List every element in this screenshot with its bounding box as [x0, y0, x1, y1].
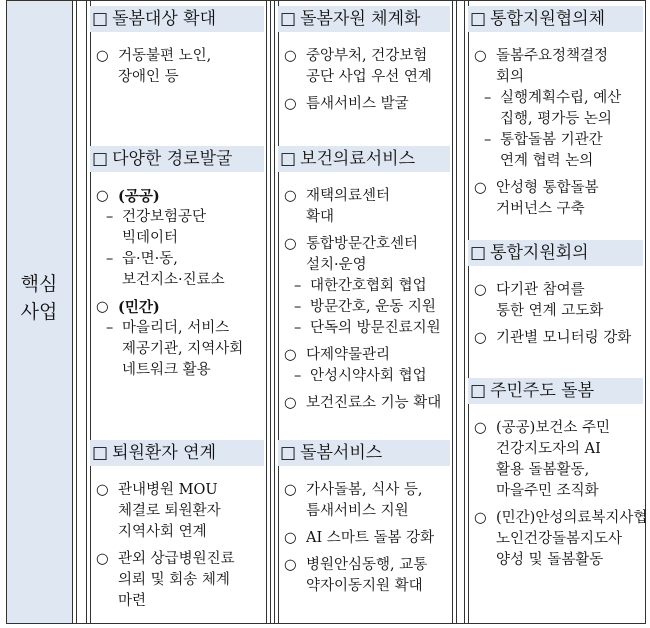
item-text-line: 마을주민 조직화	[496, 483, 599, 499]
circle-bullet-icon: ○	[474, 330, 487, 346]
item-text-line: 건강지도자의 AI	[496, 441, 601, 457]
circle-bullet-icon: ○	[284, 482, 297, 498]
item-text-line: 재택의료센터	[306, 188, 391, 204]
item-text-line: (민간)	[118, 299, 160, 316]
list-item	[96, 480, 235, 543]
item-text-line: 건강보험공단	[122, 209, 207, 225]
item-text-line: 관내병원 MOU	[118, 482, 218, 498]
circle-bullet-icon: ○	[284, 96, 297, 112]
checkbox-square-icon: □	[280, 149, 297, 169]
item-text-line: 안성형 통합돌봄	[496, 180, 599, 196]
table-bottom-border	[6, 623, 646, 624]
section-header	[90, 146, 264, 172]
item-text-line: 제공기관, 지역사회	[122, 341, 244, 357]
item-text-line: (민간)안성의료복지사협	[496, 510, 648, 526]
circle-bullet-icon: ○	[474, 420, 487, 436]
section-title: 돌봄자원 체계화	[300, 9, 421, 29]
column-divider	[86, 0, 91, 624]
item-text-line: 확대	[306, 209, 335, 225]
section-title: 통합지원협의체	[490, 9, 606, 29]
item-text-line: 다기관 참여를	[496, 282, 585, 298]
item-text-line: 연계 협력 논의	[500, 153, 594, 169]
sub-item	[478, 130, 621, 172]
circle-bullet-icon: ○	[284, 48, 297, 64]
list-item	[284, 234, 441, 339]
sub-item	[100, 207, 243, 249]
section-header	[468, 6, 643, 32]
section-header	[468, 378, 643, 404]
checkbox-square-icon: □	[280, 9, 297, 29]
circle-bullet-icon: ○	[96, 551, 109, 567]
left-category-label: 핵심 사업	[20, 273, 58, 323]
table-top-border	[6, 0, 646, 1]
item-text-line: 가사돌봄, 식사 등,	[306, 482, 423, 498]
dash-bullet-icon: –	[484, 132, 492, 148]
item-text-line: 틈새서비스 지원	[306, 503, 409, 519]
column-divider	[452, 0, 457, 624]
item-text-line: 노인건강돌봄지도사	[496, 531, 623, 547]
list-item	[474, 46, 621, 172]
list-item	[284, 555, 434, 597]
checkbox-square-icon: □	[92, 9, 109, 29]
sub-item	[288, 276, 441, 297]
circle-bullet-icon: ○	[96, 188, 109, 204]
section-title: 통합지원회의	[490, 243, 589, 263]
dash-bullet-icon: –	[294, 299, 302, 315]
section-items	[284, 480, 434, 603]
item-text-line: 장애인 등	[118, 69, 179, 85]
list-item	[284, 480, 434, 522]
item-text-line: 양성 및 돌봄활동	[496, 552, 604, 568]
item-text-line: 체결로 퇴원환자	[118, 503, 221, 519]
dash-bullet-icon: –	[106, 320, 114, 336]
item-text-line: 공단 사업 우선 연계	[306, 69, 432, 85]
circle-bullet-icon: ○	[284, 395, 297, 411]
list-item	[474, 418, 647, 502]
item-text-line: 네트워크 활용	[122, 362, 211, 378]
item-text-line: AI 스마트 돌봄 강화	[306, 530, 435, 546]
core-projects-table	[6, 0, 646, 624]
item-text-line: 방문간호, 운동 지원	[310, 299, 436, 315]
list-item	[474, 178, 621, 220]
section-header	[90, 440, 264, 466]
section-items	[474, 46, 621, 226]
circle-bullet-icon: ○	[284, 236, 297, 252]
item-text-line: 다제약물관리	[306, 347, 391, 363]
item-text-line: 설치·운영	[306, 257, 367, 273]
dash-bullet-icon: –	[294, 320, 302, 336]
item-text-line: 회의	[496, 69, 525, 85]
item-text-line: 돌봄주요정책결정	[496, 48, 609, 64]
column-divider	[464, 0, 469, 624]
circle-bullet-icon: ○	[474, 180, 487, 196]
checkbox-square-icon: □	[280, 443, 297, 463]
section-title: 보건의료서비스	[300, 149, 416, 169]
dash-bullet-icon: –	[106, 209, 114, 225]
section-items	[96, 186, 243, 387]
item-text-line: 보건진료소 기능 확대	[306, 395, 442, 411]
section-items	[284, 46, 432, 121]
circle-bullet-icon: ○	[284, 188, 297, 204]
dash-bullet-icon: –	[106, 251, 114, 267]
section-items	[96, 480, 235, 618]
item-text-line: (공공)보건소 주민	[496, 420, 610, 436]
list-item	[284, 186, 441, 228]
sub-item	[288, 318, 441, 339]
item-text-line: 실행계획수립, 예산	[500, 90, 622, 106]
checkbox-square-icon: □	[92, 149, 109, 169]
item-text-line: 활용 돌봄활동,	[496, 462, 590, 478]
sub-item	[100, 249, 243, 291]
sub-item	[478, 88, 621, 130]
list-item	[96, 46, 211, 88]
circle-bullet-icon: ○	[96, 48, 109, 64]
item-text-line: (공공)	[118, 188, 160, 205]
sub-item	[100, 318, 243, 381]
list-item	[474, 328, 631, 349]
section-title: 퇴원환자 연계	[112, 443, 216, 463]
section-header	[278, 440, 450, 466]
list-item	[96, 549, 235, 612]
dash-bullet-icon: –	[294, 368, 302, 384]
column-divider	[274, 0, 279, 624]
left-category-cell	[6, 0, 72, 624]
item-text-line: 빅데이터	[122, 230, 179, 246]
item-text-line: 집행, 평가등 논의	[500, 111, 612, 127]
circle-bullet-icon: ○	[474, 510, 487, 526]
item-text-line: 단독의 방문진료지원	[310, 320, 441, 336]
list-item	[284, 528, 434, 549]
section-header	[90, 6, 264, 32]
sub-item	[288, 297, 441, 318]
item-text-line: 관외 상급병원진료	[118, 551, 235, 567]
table-left-border	[6, 0, 7, 624]
list-item	[284, 46, 432, 88]
list-item	[96, 186, 243, 291]
circle-bullet-icon: ○	[96, 299, 109, 315]
section-header	[278, 6, 450, 32]
item-text-line: 통합돌봄 기관간	[500, 132, 603, 148]
list-item	[96, 297, 243, 381]
column-divider	[266, 0, 271, 624]
list-item	[474, 280, 631, 322]
item-text-line: 틈새서비스 발굴	[306, 96, 409, 112]
item-text-line: 중앙부처, 건강보험	[306, 48, 428, 64]
section-items	[474, 418, 647, 577]
dash-bullet-icon: –	[294, 278, 302, 294]
section-header	[278, 146, 450, 172]
checkbox-square-icon: □	[470, 9, 487, 29]
section-header	[468, 240, 643, 266]
checkbox-square-icon: □	[92, 443, 109, 463]
sub-item	[288, 366, 441, 387]
item-text-line: 마련	[118, 593, 147, 609]
section-title: 돌봄대상 확대	[112, 9, 216, 29]
section-title: 주민주도 돌봄	[490, 381, 594, 401]
section-items	[96, 46, 211, 94]
item-text-line: 보건지소·진료소	[122, 272, 225, 288]
checkbox-square-icon: □	[470, 243, 487, 263]
dash-bullet-icon: –	[484, 90, 492, 106]
circle-bullet-icon: ○	[284, 347, 297, 363]
item-text-line: 읍·면·동,	[122, 251, 178, 267]
item-text-line: 병원안심동행, 교통	[306, 557, 428, 573]
item-text-line: 마을리더, 서비스	[122, 320, 230, 336]
list-item	[284, 345, 441, 387]
item-text-line: 대한간호협회 협업	[310, 278, 427, 294]
column-divider	[72, 0, 77, 624]
circle-bullet-icon: ○	[284, 530, 297, 546]
item-text-line: 거버넌스 구축	[496, 201, 585, 217]
item-text-line: 안성시약사회 협업	[310, 368, 427, 384]
list-item	[474, 508, 647, 571]
item-text-line: 약자이동지원 확대	[306, 578, 423, 594]
item-text-line: 거동불편 노인,	[118, 48, 212, 64]
section-items	[284, 186, 441, 420]
item-text-line: 기관별 모니터링 강화	[496, 330, 632, 346]
circle-bullet-icon: ○	[96, 482, 109, 498]
item-text-line: 통합방문간호센터	[306, 236, 419, 252]
section-items	[474, 280, 631, 355]
item-text-line: 의뢰 및 회송 체계	[118, 572, 230, 588]
circle-bullet-icon: ○	[474, 48, 487, 64]
section-title: 다양한 경로발굴	[112, 149, 233, 169]
item-text-line: 지역사회 연계	[118, 524, 207, 540]
list-item	[284, 393, 441, 414]
checkbox-square-icon: □	[470, 381, 487, 401]
item-text-line: 통한 연계 고도화	[496, 303, 604, 319]
circle-bullet-icon: ○	[474, 282, 487, 298]
section-title: 돌봄서비스	[300, 443, 383, 463]
list-item	[284, 94, 432, 115]
circle-bullet-icon: ○	[284, 557, 297, 573]
